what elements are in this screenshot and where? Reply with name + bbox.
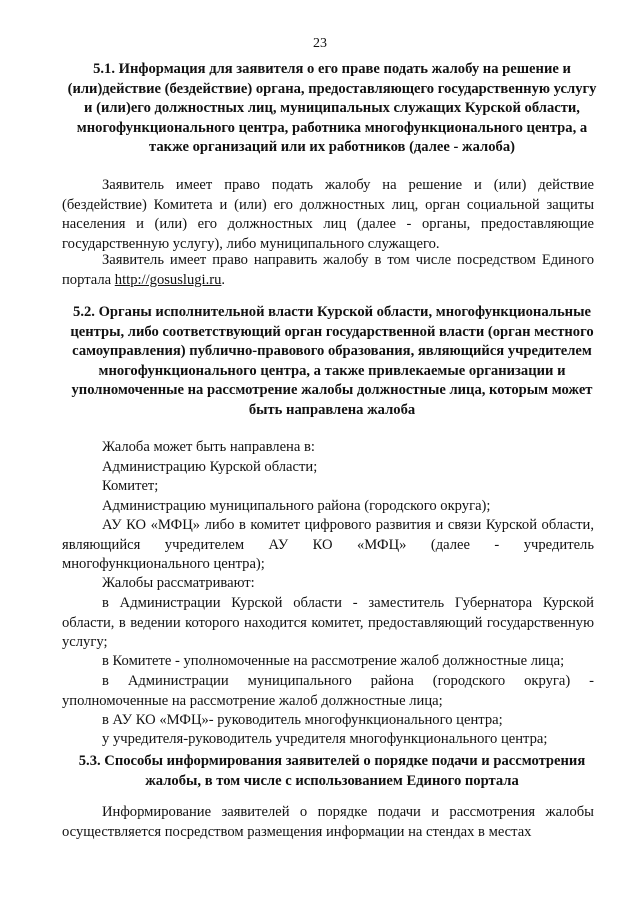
section-5-3-heading: 5.3. Способы информирования заявителей о порядке подачи и рассмотрения жалобы, в том числе с использованием Единого портала: [78, 753, 586, 789]
section-5-1-paragraph-2: [62, 251, 594, 290]
section-5-2-item-3: Администрацию муниципального района (городского округа);: [102, 498, 491, 514]
paragraph-2-end: .: [221, 271, 226, 288]
section-5-2-item-1: Администрацию Курской области;: [102, 459, 318, 475]
section-5-2-reviewer-4: в АУ КО «МФЦ»- руководитель многофункционального центра;: [102, 712, 503, 728]
section-5-2-heading: 5.2. Органы исполнительной власти Курской области, многофункциональные центры, либо соответствующий орган государственной власти (орган местного самоуправления) публично-правового образования, являющийся учредителем многофункционального центра, а также привлекаемые организации и уполномоченные на рассмотрение жалобы должностные лица, которым может быть направлена жалоба: [70, 304, 594, 418]
section-5-2-reviewer-5: у учредителя-руководитель учредителя многофункционального центра;: [102, 731, 548, 747]
section-5-2-reviewers-intro: Жалобы рассматривают:: [102, 575, 255, 591]
section-5-2-item-2: Комитет;: [102, 478, 159, 494]
paragraph-2-text: Заявитель имеет право направить жалобу в том числе посредством Единого портала: [62, 252, 594, 288]
section-5-2-reviewer-2: в Комитете - уполномоченные на рассмотрение жалоб должностные лица;: [102, 653, 565, 669]
page-number: 23: [313, 36, 327, 51]
section-5-3-paragraph-1: Информирование заявителей о порядке подачи и рассмотрения жалобы осуществляется посредством размещения информации на стендах в местах: [62, 804, 594, 840]
section-5-2-item-4: АУ КО «МФЦ» либо в комитет цифрового развития и связи Курской области, являющийся учредителем АУ КО «МФЦ» (далее - учредитель многофункционального центра);: [62, 517, 594, 572]
section-5-1-paragraph-1: Заявитель имеет право подать жалобу на решение и (или) действие (бездействие) Комитета и (или) его должностных лиц, орган социальной защиты населения и (или) его должностных лиц (далее - органы, предоставляющие государственную услугу), либо муниципального служащего.: [62, 177, 594, 252]
section-5-2-reviewer-3: в Администрации муниципального района (городского округа) - уполномоченные на рассмотрение жалоб должностные лица;: [62, 673, 594, 709]
section-5-2-intro: Жалоба может быть направлена в:: [102, 439, 315, 455]
gosuslugi-link[interactable]: http://gosuslugi.ru: [114, 271, 222, 288]
section-5-1-heading: 5.1. Информация для заявителя о его праве подать жалобу на решение и (или)действие (бездействие) органа, предоставляющего государственную услугу и (или)его должностных лиц, муниципальных служащих Курской области, многофункционального центра, работника многофункционального центра, а также организаций или их работников (далее - жалоба): [67, 61, 597, 155]
section-5-2-reviewer-1: в Администрации Курской области - заместитель Губернатора Курской области, в ведении которого находится комитет, предоставляющий государственную услугу;: [62, 595, 594, 650]
